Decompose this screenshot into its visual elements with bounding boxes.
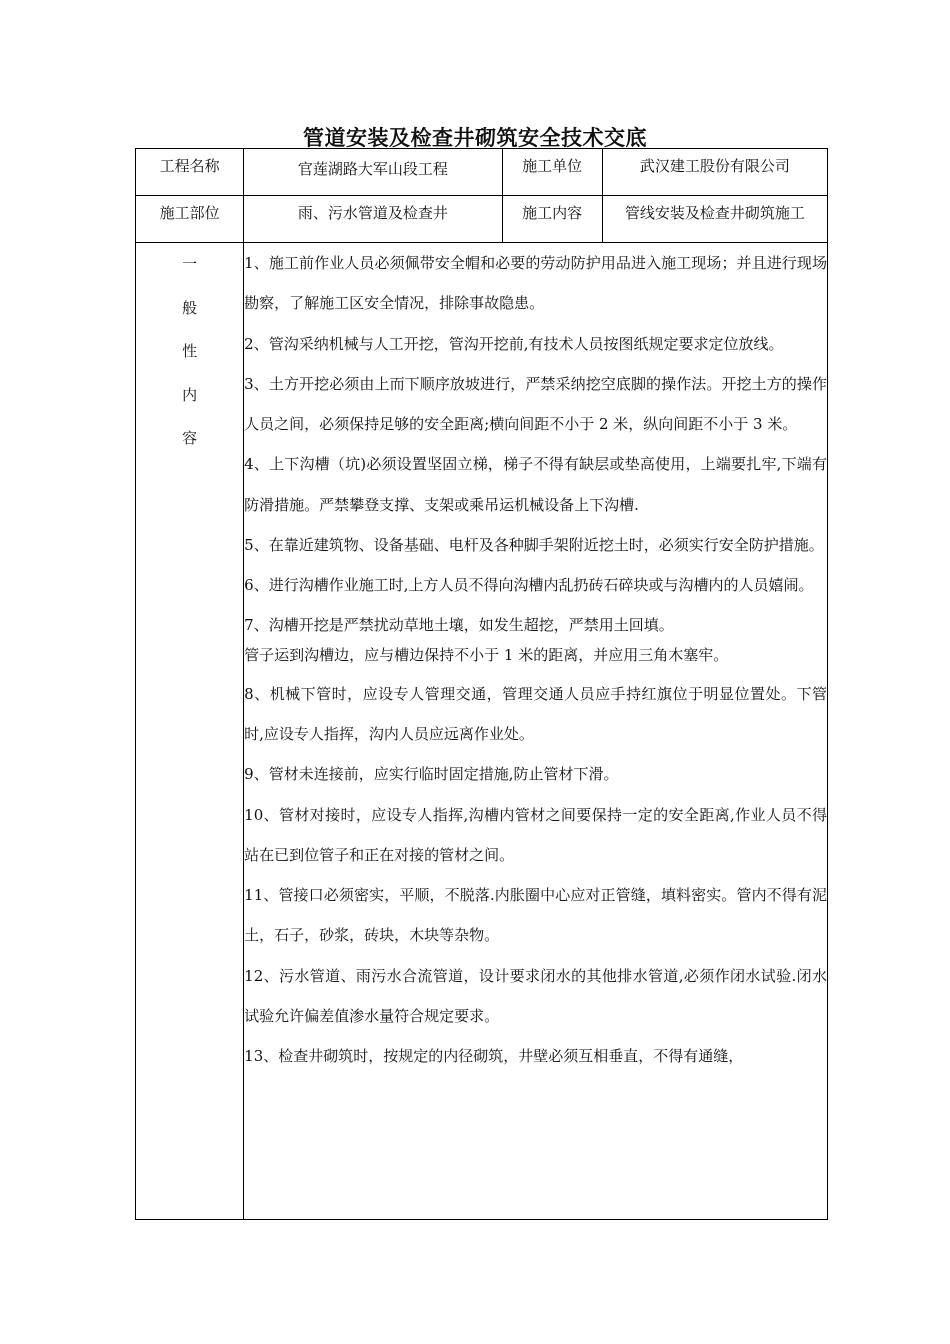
construction-part-value: 雨、污水管道及检查井	[244, 196, 502, 243]
contractor-label: 施工单位	[502, 149, 602, 196]
construction-part-label: 施工部位	[136, 196, 244, 243]
construction-content-label: 施工内容	[502, 196, 602, 243]
paragraph: 7、沟槽开挖是严禁扰动草地土壤，如发生超挖，严禁用土回填。	[244, 615, 674, 634]
paragraph: 11、管接口必须密实，平顺，不脱落.内胀圈中心应对正管缝，填料密实。管内不得有泥土，石子，砂浆，砖块，木块等杂物。	[244, 886, 827, 945]
contractor-value: 武汉建工股份有限公司	[602, 149, 827, 196]
general-content-body	[244, 243, 828, 1220]
paragraph: 9、管材未连接前，应实行临时固定措施,防止管材下滑。	[244, 765, 619, 784]
paragraph: 6、进行沟槽作业施工时,上方人员不得向沟槽内乱扔砖石碎块或与沟槽内的人员嬉闹。	[244, 576, 814, 595]
document-title: 管道安装及检查井砌筑安全技术交底	[303, 125, 647, 150]
project-name-value: 官莲湖路大军山段工程	[244, 149, 502, 196]
section-label-general-content: 一 般 性 内 容	[136, 243, 244, 1220]
disclosure-table	[135, 148, 828, 1220]
paragraph: 5、在靠近建筑物、设备基础、电杆及各种脚手架附近挖土时，必须实行安全防护措施。	[244, 536, 824, 555]
project-name-label: 工程名称	[136, 149, 244, 196]
paragraph: 3、土方开挖必须由上而下顺序放坡进行，严禁采纳挖空底脚的操作法。开挖土方的操作人员之间，必须保持足够的安全距离;横向间距不小于 2 米，纵向间距不小于 3 米。	[244, 374, 827, 434]
paragraph: 1、施工前作业人员必须佩带安全帽和必要的劳动防护用品进入施工现场；并且进行现场勘察，了解施工区安全情况，排除事故隐患。	[244, 254, 827, 313]
paragraph: 8、机械下管时，应设专人管理交通，管理交通人员应手持红旗位于明显位置处。下管时,应设专人指挥，沟内人员应远离作业处。	[244, 684, 827, 743]
construction-content-value: 管线安装及检查井砌筑施工	[602, 196, 827, 243]
general-content-row	[136, 243, 828, 1220]
paragraph: 12、污水管道、雨污水合流管道，设计要求闭水的其他排水管道,必须作闭水试验.闭水试验允许偏差值渗水量符合规定要求。	[244, 966, 827, 1026]
paragraph: 13、检查井砌筑时，按规定的内径砌筑，井壁必须互相垂直，不得有通缝，	[244, 1047, 744, 1066]
paragraph: 4、上下沟槽（坑)必须设置坚固立梯，梯子不得有缺层或垫高使用，上端要扎牢,下端有防滑措施。严禁攀登支撑、支架或乘吊运机械设备上下沟槽.	[244, 455, 827, 514]
header-row-location	[136, 196, 828, 243]
header-row-project	[136, 149, 828, 196]
paragraph: 管子运到沟槽边，应与槽边保持不小于 1 米的距离，并应用三角木塞牢。	[244, 645, 729, 664]
paragraph: 2、管沟采纳机械与人工开挖，管沟开挖前,有技术人员按图纸规定要求定位放线。	[244, 334, 784, 353]
paragraph: 10、管材对接时，应设专人指挥,沟槽内管材之间要保持一定的安全距离,作业人员不得站在已到位管子和正在对接的管材之间。	[244, 805, 827, 864]
